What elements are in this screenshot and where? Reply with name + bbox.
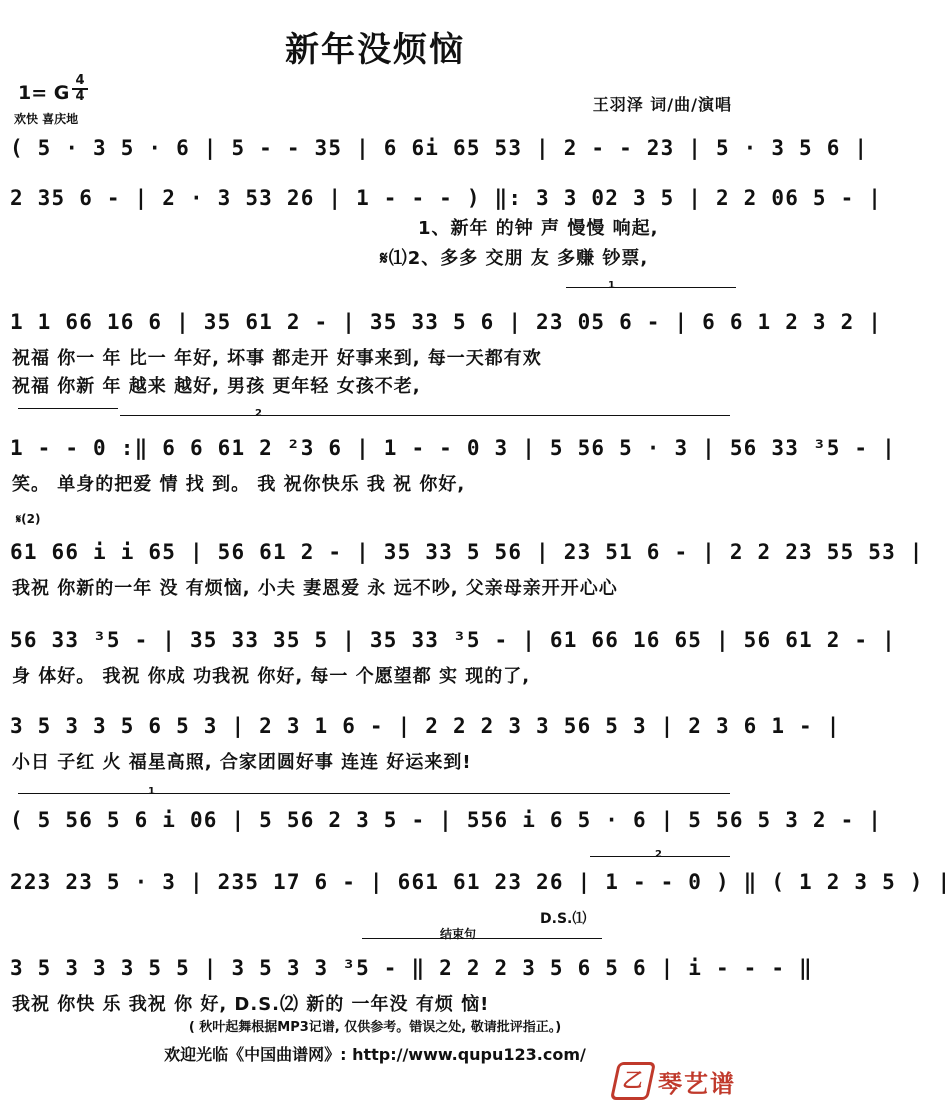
volta-1-interlude-bracket	[18, 793, 730, 794]
volta-2-interlude-number: 2	[655, 849, 662, 860]
score-line-1: ( 5 · 3 5 · 6 | 5 - - 35 | 6 6i 65 53 | 2 - - 23 | 5 · 3 5 6 |	[10, 136, 869, 160]
volta-1-end-bracket	[18, 408, 118, 409]
score-line-6: 56 33 ³5 - | 35 33 35 5 | 35 33 ³5 - | 61 66 16 65 | 56 61 2 - |	[10, 628, 896, 652]
ending-bracket	[362, 938, 602, 939]
lyric-line-7: 小日 子红 火 福星高照, 合家团圆好事 连连 好运来到!	[12, 752, 472, 773]
logo-text: 琴艺谱	[658, 1069, 736, 1098]
site-link[interactable]: 欢迎光临《中国曲谱网》: http://www.qupu123.com/	[164, 1045, 586, 1064]
score-line-3: 1 1 66 16 6 | 35 61 2 - | 35 33 5 6 | 23 05 6 - | 6 6 1 2 3 2 |	[10, 310, 883, 334]
score-line-2: 2 35 6 - | 2 · 3 53 26 | 1 - - - ) ‖: 3 3 02 3 5 | 2 2 06 5 - |	[10, 186, 883, 210]
score-line-7: 3 5 3 3 5 6 5 3 | 2 3 1 6 - | 2 2 2 3 3 56 5 3 | 2 3 6 1 - |	[10, 714, 841, 738]
brand-logo	[614, 1062, 736, 1100]
lyric-line-6: 身 体好。 我祝 你成 功我祝 你好, 每一 个愿望都 实 现的了,	[12, 666, 531, 687]
score-line-4: 1 - - 0 :‖ 6 6 61 2 ²3 6 | 1 - - 0 3 | 5 56 5 · 3 | 56 33 ³5 - |	[10, 436, 896, 460]
volta-2-number: 2	[255, 408, 262, 419]
volta-1-bracket	[566, 287, 736, 288]
volta-2-bracket	[120, 415, 730, 416]
lyric-line-3b: 祝福 你新 年 越来 越好, 男孩 更年轻 女孩不老,	[12, 376, 421, 397]
ds-1-mark: D.S.⑴	[540, 911, 587, 927]
ending-label: 结束句	[440, 927, 477, 941]
score-line-9: 223 23 5 · 3 | 235 17 6 - | 661 61 23 26 | 1 - - 0 ) ‖ ( 1 2 3 5 ) |	[10, 870, 951, 894]
logo-icon: 乙	[610, 1062, 656, 1100]
segno-2-mark: 𝄋(2)	[16, 512, 41, 526]
tempo-marking: 欢快 喜庆地	[14, 112, 79, 126]
lyric-line-5: 我祝 你新的一年 没 有烦恼, 小夫 妻恩爱 永 远不吵, 父亲母亲开开心心	[12, 578, 618, 599]
meter-top: 4	[75, 73, 85, 88]
transcription-note: ( 秋叶起舞根据MP3记谱, 仅供参考。错误之处, 敬请批评指正。)	[188, 1020, 562, 1035]
time-signature	[70, 74, 90, 104]
lyric-line-4: 笑。 单身的把爱 情 找 到。 我 祝你快乐 我 祝 你好,	[12, 474, 466, 495]
page-title: 新年没烦恼	[285, 30, 465, 70]
volta-1-interlude-number: 1	[148, 786, 155, 797]
lyric-verse-1: 1、新年 的钟 声 慢慢 响起,	[418, 218, 659, 239]
lyric-verse-2: 𝄋⑴2、多多 交朋 友 多赚 钞票,	[380, 248, 649, 269]
lyric-line-10: 我祝 你快 乐 我祝 你 好, D.S.⑵ 新的 一年没 有烦 恼!	[12, 994, 490, 1015]
volta-1-number: 1	[608, 280, 615, 291]
credit-line: 王羽泽 词/曲/演唱	[592, 95, 732, 114]
lyric-line-3a: 祝福 你一 年 比一 年好, 坏事 都走开 好事来到, 每一天都有欢	[12, 348, 542, 369]
score-line-8: ( 5 56 5 6 i 06 | 5 56 2 3 5 - | 556 i 6 5 · 6 | 5 56 5 3 2 - |	[10, 808, 883, 832]
score-line-10: 3 5 3 3 3 5 5 | 3 5 3 3 ³5 - ‖ 2 2 2 3 5 6 5 6 | i - - - ‖	[10, 956, 813, 980]
meter-bottom: 4	[75, 89, 85, 104]
key-signature: 1= G	[18, 82, 70, 104]
score-line-5: 61 66 i i 65 | 56 61 2 - | 35 33 5 56 | 23 51 6 - | 2 2 23 55 53 |	[10, 540, 924, 564]
